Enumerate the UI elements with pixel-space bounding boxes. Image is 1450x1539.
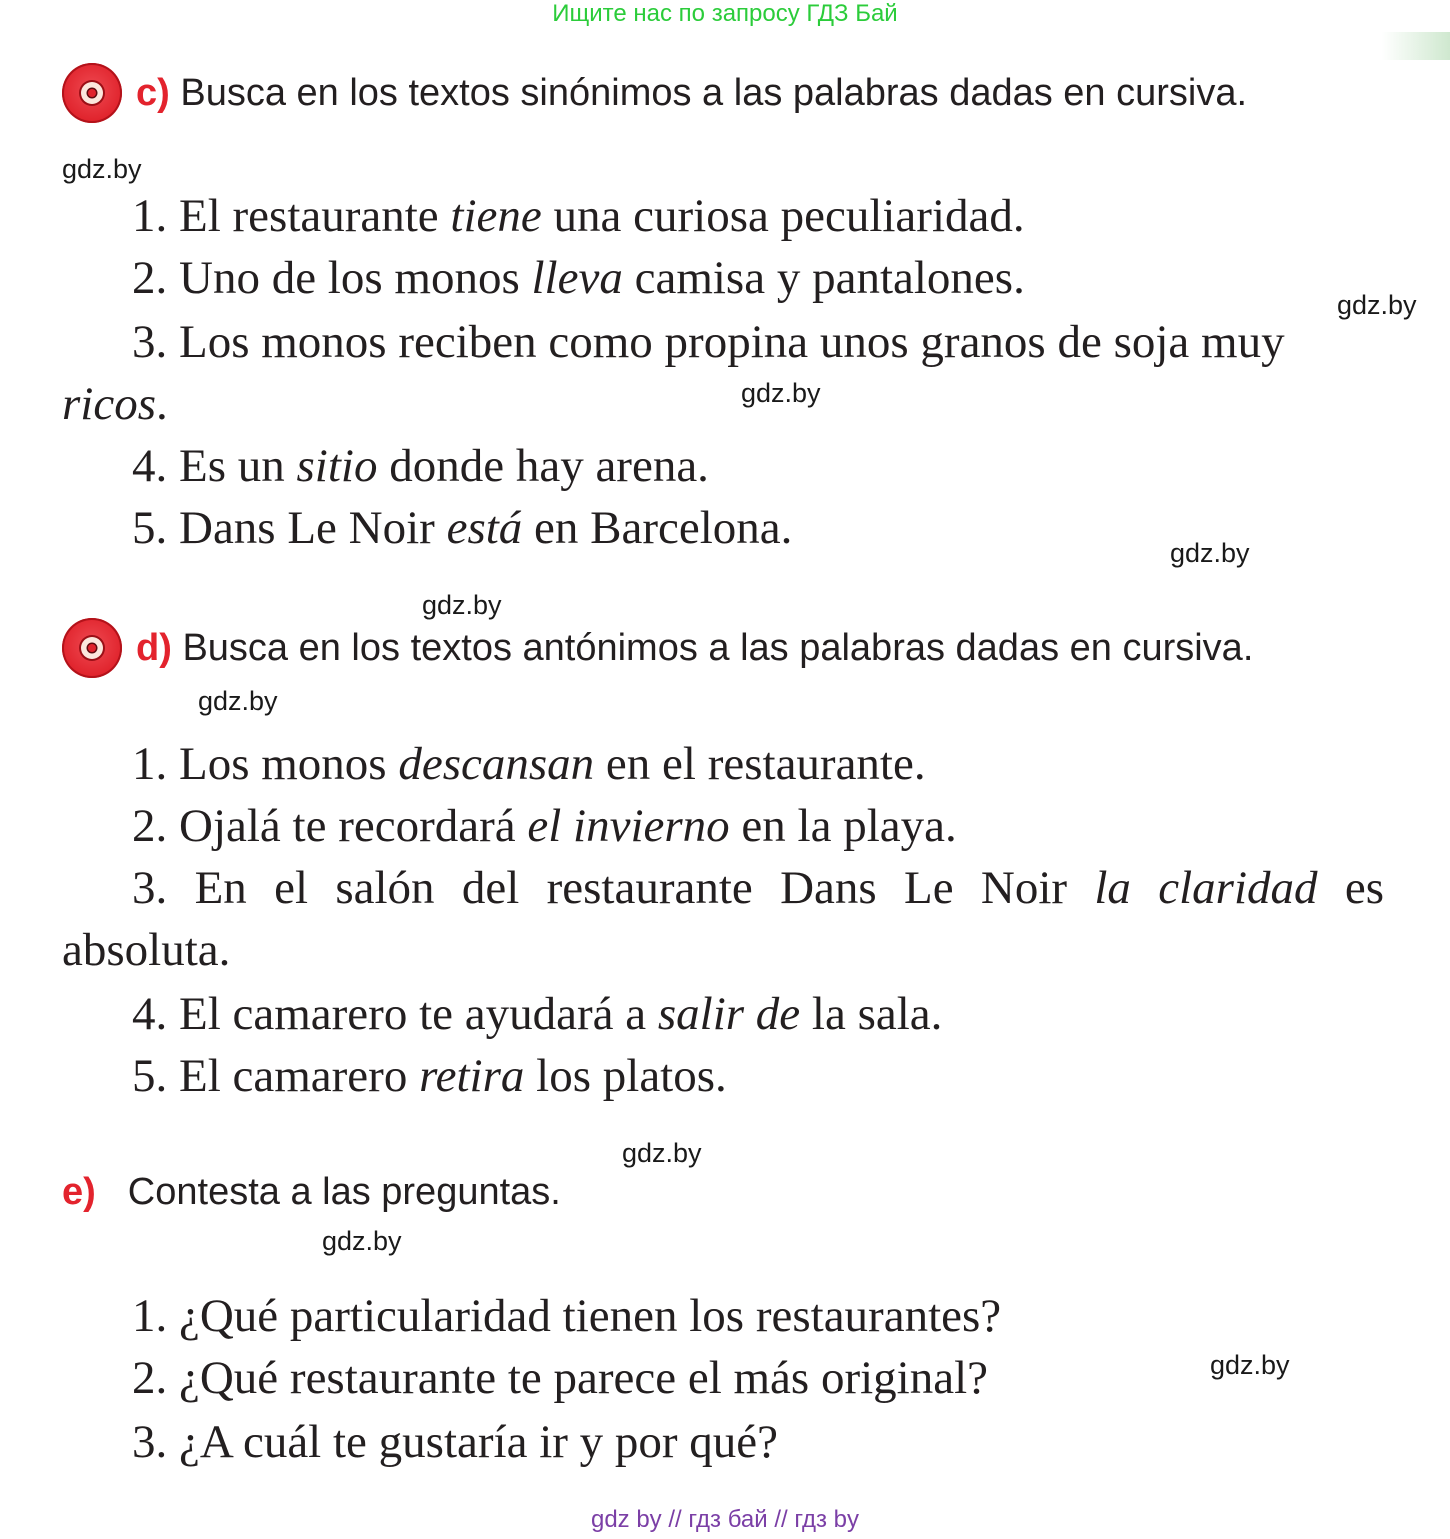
list-item-continuation: ricos. — [62, 378, 168, 430]
section-d-heading — [136, 626, 1253, 670]
audio-disc-icon[interactable] — [62, 618, 122, 678]
watermark: gdz.by — [422, 590, 502, 620]
list-item: 5. El camarero retira los platos. — [132, 1050, 727, 1102]
list-item: 2. Uno de los monos lleva camisa y pantalones. — [132, 252, 1025, 304]
list-item: 1. ¿Qué particularidad tienen los restaurantes? — [132, 1290, 1002, 1342]
watermark: gdz.by — [1337, 290, 1417, 320]
footer-links[interactable]: gdz by // гдз бай // гдз by — [590, 1506, 860, 1533]
list-item: 4. Es un sitio donde hay arena. — [132, 440, 709, 492]
section-c-title: Busca en los textos sinónimos a las palabras dadas en cursiva. — [180, 72, 1248, 114]
list-item: 3. Los monos reciben como propina unos granos de soja muy — [132, 316, 1285, 368]
list-item: 1. El restaurante tiene una curiosa peculiaridad. — [132, 190, 1025, 242]
list-item: 3. En el salón del restaurante Dans Le Noir la claridad es — [132, 862, 1385, 914]
section-d-title: Busca en los textos antónimos a las palabras dadas en cursiva. — [182, 627, 1254, 669]
corner-decoration — [1382, 32, 1450, 60]
list-item: 3. ¿A cuál te gustaría ir y por qué? — [132, 1416, 779, 1468]
watermark: gdz.by — [322, 1226, 402, 1256]
watermark: gdz.by — [1170, 538, 1250, 568]
list-item: 5. Dans Le Noir está en Barcelona. — [132, 502, 793, 554]
list-item: 2. ¿Qué restaurante te parece el más original? — [132, 1352, 989, 1404]
watermark: gdz.by — [622, 1138, 702, 1168]
section-c-letter: c) — [136, 72, 170, 114]
watermark: gdz.by — [1210, 1350, 1290, 1380]
section-c-heading — [136, 71, 1247, 115]
list-item: 2. Ojalá te recordará el invierno en la playa. — [132, 800, 957, 852]
section-e-heading — [62, 1170, 561, 1214]
audio-disc-icon[interactable] — [62, 63, 122, 123]
section-e-letter: e) — [62, 1171, 96, 1213]
section-d-letter: d) — [136, 627, 172, 669]
list-item: 1. Los monos descansan en el restaurante. — [132, 738, 926, 790]
watermark: gdz.by — [198, 686, 278, 716]
section-e-title: Contesta a las preguntas. — [127, 1171, 561, 1213]
list-item-continuation: absoluta. — [62, 924, 231, 976]
watermark: gdz.by — [62, 154, 142, 184]
list-item: 4. El camarero te ayudará a salir de la sala. — [132, 988, 943, 1040]
top-banner[interactable]: Ищите нас по запросу ГДЗ Бай — [552, 0, 898, 27]
watermark: gdz.by — [741, 378, 821, 408]
